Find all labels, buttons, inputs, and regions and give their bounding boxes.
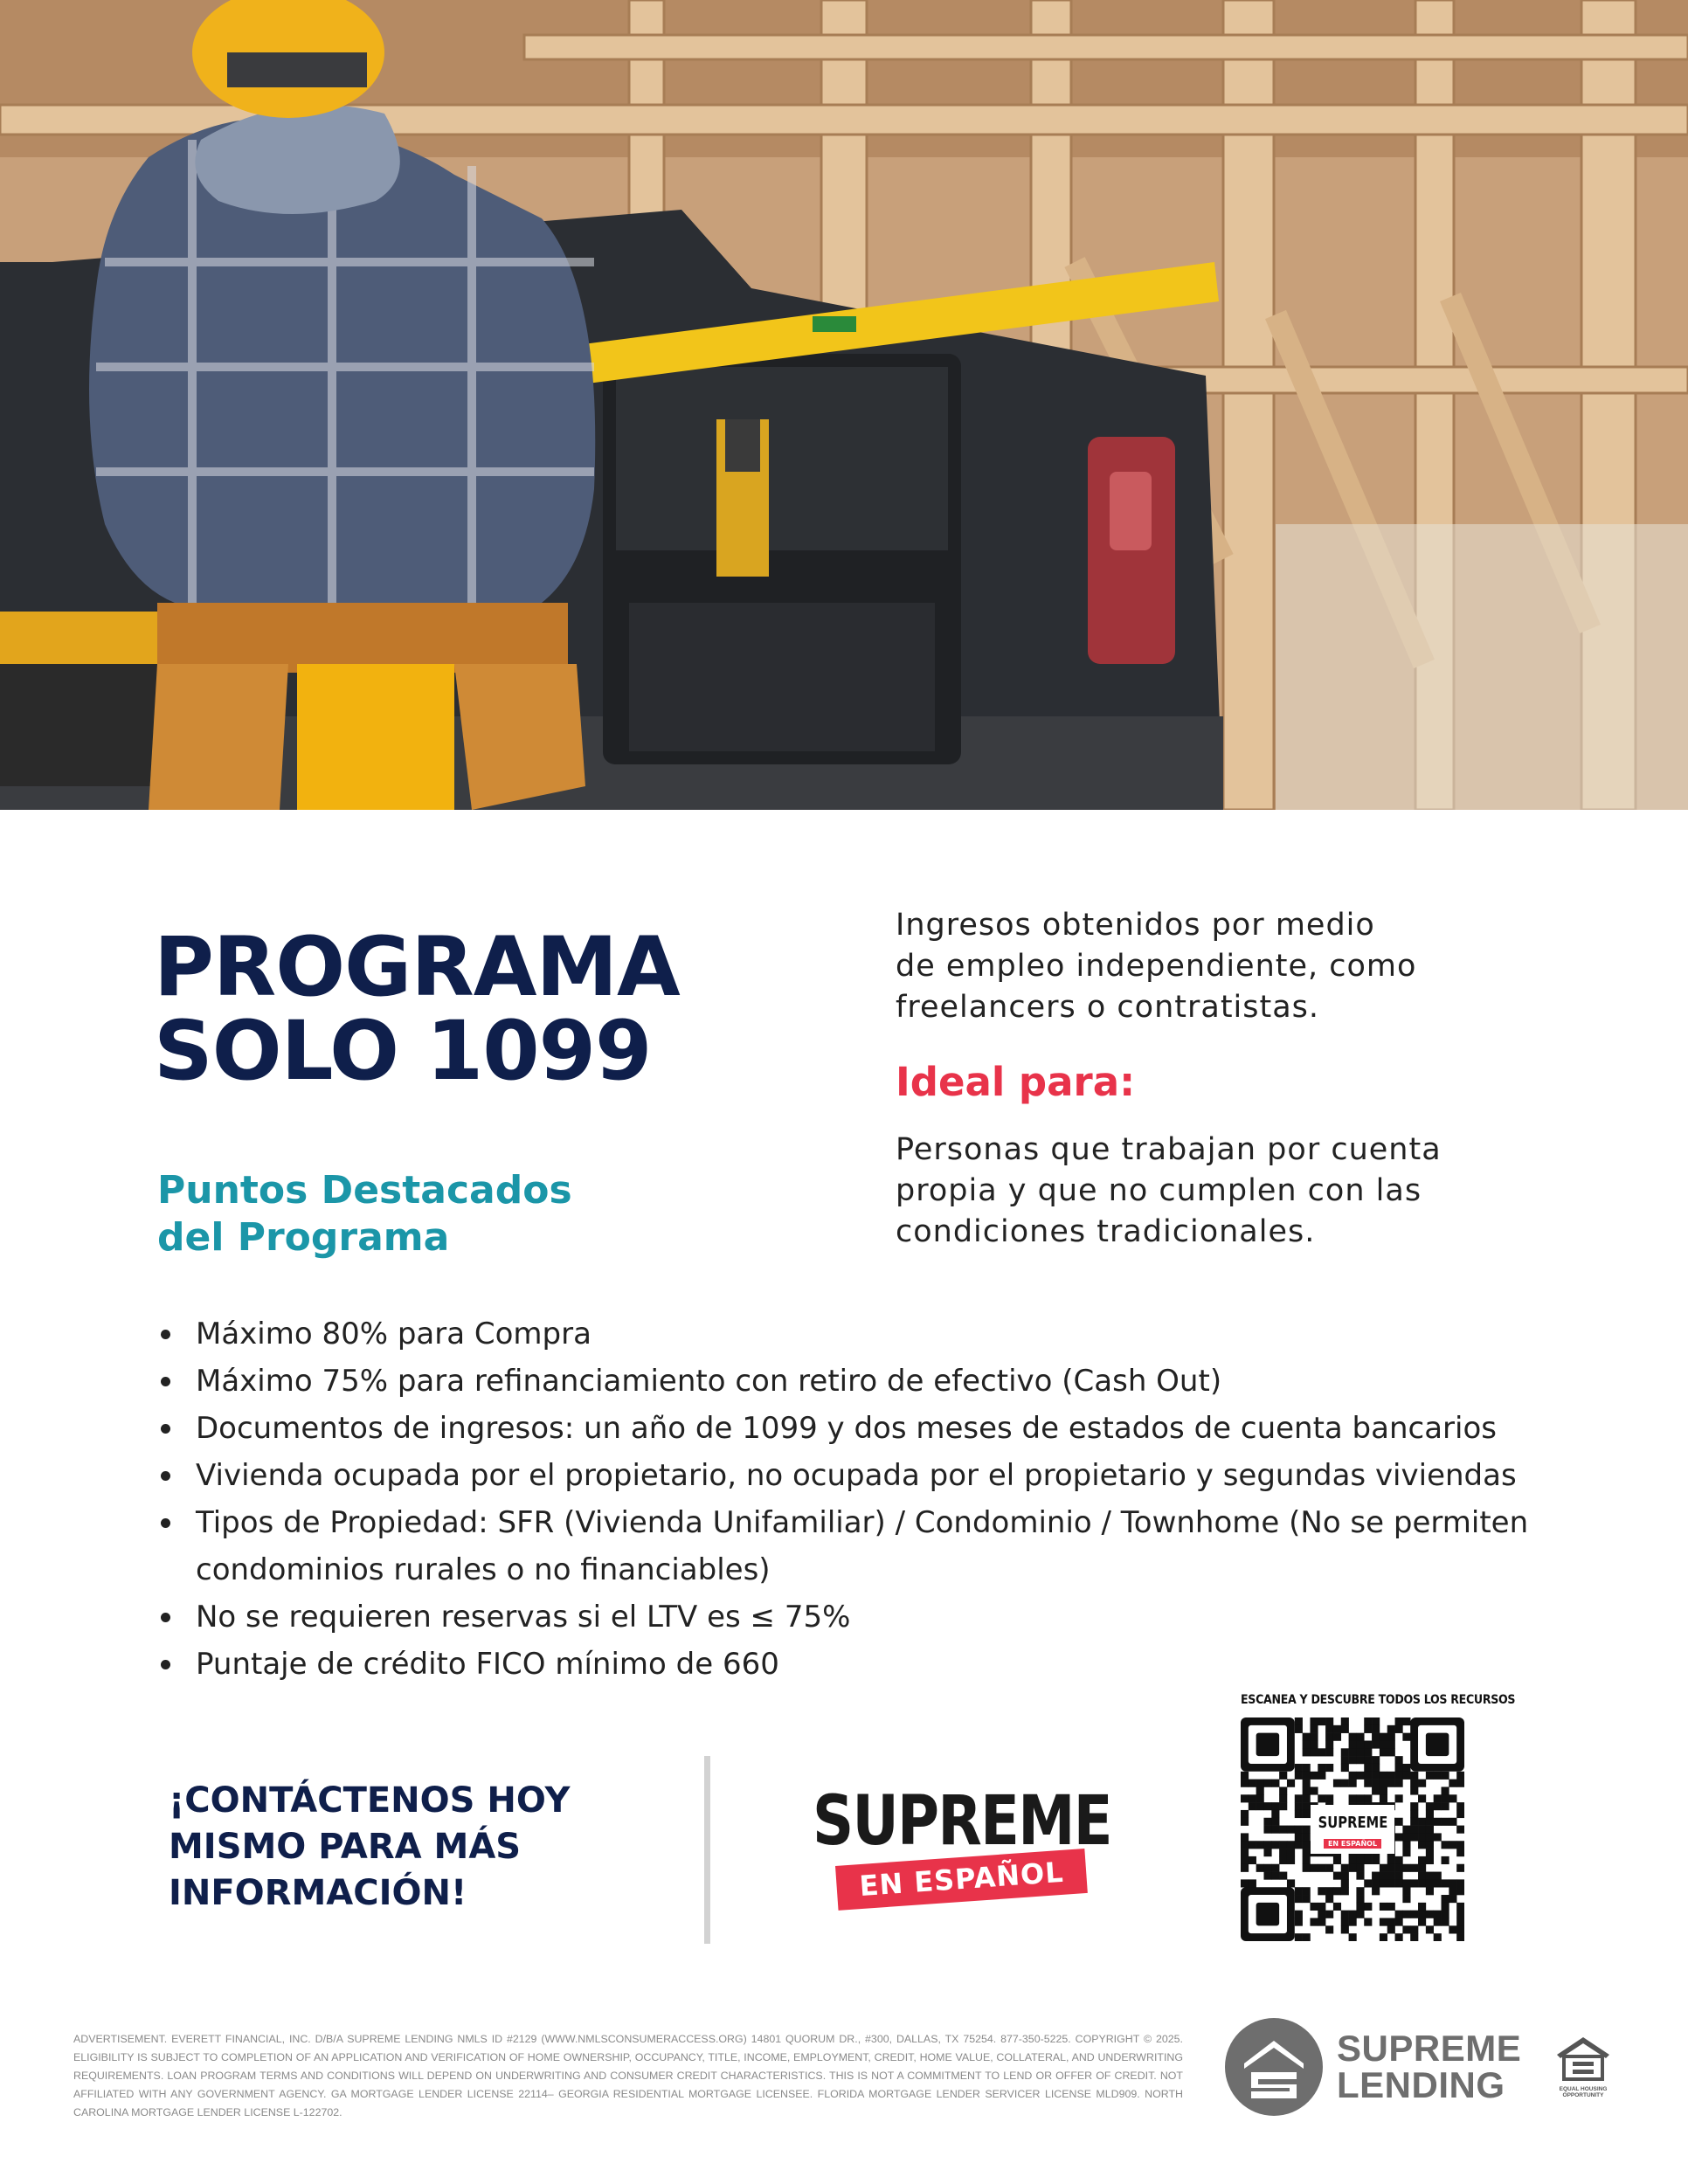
highlight-item: Vivienda ocupada por el propietario, no ocupada por el propietario y segundas viviendas <box>154 1452 1569 1499</box>
highlights-heading-line-2: del Programa <box>157 1215 450 1260</box>
page-title <box>154 920 765 1099</box>
intro-line-2: de empleo independiente, como <box>896 949 1417 984</box>
supreme-lending-logo <box>1225 2018 1522 2118</box>
equal-housing-label: EQUAL HOUSING OPPORTUNITY <box>1559 2086 1608 2098</box>
supreme-wordmark: SUPREME <box>813 1782 1111 1861</box>
legal-disclaimer: ADVERTISEMENT. EVERETT FINANCIAL, INC. D/B/A SUPREME LENDING NMLS ID #2129 (WWW.NMLSCONSUMERACCESS.ORG) 14801 QUORUM DR., #300, DALLAS, TX 75254. 877-350-5225. COPYRIGHT © 2025. ELIGIBILITY IS SUBJECT TO COMPLETION OF AN APPLICATION AND VERIFICATION OF HOME OWNERSHIP, OCCUPANCY, TITLE, INCOME, EMPLOYMENT, CREDIT, HOME VALUE, COLLATERAL, AND UNDERWRITING REQUIREMENTS. LOAN PROGRAM TERMS AND CONDITIONS WILL DEPEND ON UNDERWRITING AND CONSUMER CREDIT CHARACTERISTICS. THIS IS NOT A COMMITMENT TO LEND OR OFFER OF CREDIT. NOT AFFILIATED WITH ANY GOVERNMENT AGENCY. GA MORTGAGE LENDER LICENSE 22114– GEORGIA RESIDENTIAL MORTGAGE LICENSEE. FLORIDA MORTGAGE LENDER SERVICER LICENSE MLD909. NORTH CAROLINA MORTGAGE LENDER LICENSE L-122702. <box>73 2033 1183 2118</box>
supreme-en-espanol-logo <box>813 1782 1110 1935</box>
highlight-item: Tipos de Propiedad: SFR (Vivienda Unifamiliar) / Condominio / Townhome (No se permiten condominios rurales o no financiables) <box>154 1499 1569 1593</box>
logo-line-1: SUPREME <box>1337 2028 1522 2069</box>
contact-line-2: MISMO PARA MÁS <box>169 1827 522 1867</box>
ideal-line-3: condiciones tradicionales. <box>896 1214 1316 1249</box>
program-intro <box>896 905 1525 1028</box>
highlight-item: Documentos de ingresos: un año de 1099 y dos meses de estados de cuenta bancarios <box>154 1405 1569 1452</box>
highlight-item: Máximo 80% para Compra <box>154 1310 1569 1358</box>
equal-housing-logo <box>1552 2035 1615 2098</box>
contact-line-1: ¡CONTÁCTENOS HOY <box>169 1780 571 1821</box>
qr-code[interactable] <box>1241 1717 1464 1941</box>
highlight-item: No se requieren reservas si el LTV es ≤ 75% <box>154 1593 1569 1641</box>
qr-center-logo <box>1311 1805 1394 1854</box>
vertical-divider <box>704 1756 710 1944</box>
supreme-lending-name <box>1337 2030 1521 2104</box>
ideal-line-1: Personas que trabajan por cuenta <box>896 1132 1442 1167</box>
highlights-list <box>154 1310 1569 1688</box>
qr-center-sub: EN ESPAÑOL <box>1324 1839 1381 1849</box>
ideal-for-text <box>896 1130 1525 1253</box>
highlight-item: Puntaje de crédito FICO mínimo de 660 <box>154 1641 1569 1688</box>
contact-line-3: INFORMACIÓN! <box>169 1873 467 1913</box>
construction-worker-illustration <box>0 0 1688 810</box>
supreme-lending-house-icon <box>1225 2018 1323 2116</box>
page-title-line-2: SOLO 1099 <box>154 1004 652 1099</box>
en-espanol-tag: EN ESPAÑOL <box>835 1849 1088 1911</box>
intro-line-1: Ingresos obtenidos por medio <box>896 908 1375 943</box>
qr-block <box>1241 1693 1516 1848</box>
logo-line-2: LENDING <box>1337 2064 1505 2105</box>
highlights-heading-line-1: Puntos Destacados <box>157 1168 572 1213</box>
qr-caption: ESCANEA Y DESCUBRE TODOS LOS RECURSOS <box>1241 1693 1516 1707</box>
hero-photo <box>0 0 1688 810</box>
highlights-heading <box>157 1167 681 1261</box>
page-title-line-1: PROGRAMA <box>154 920 680 1015</box>
equal-housing-icon <box>1555 2035 1611 2081</box>
highlight-item: Máximo 75% para refinanciamiento con retiro de efectivo (Cash Out) <box>154 1358 1569 1405</box>
intro-line-3: freelancers o contratistas. <box>896 990 1320 1025</box>
contact-call-to-action <box>169 1778 623 1917</box>
ideal-line-2: propia y que no cumplen con las <box>896 1173 1422 1208</box>
qr-center-word: SUPREME <box>1318 1814 1388 1832</box>
ideal-for-heading: Ideal para: <box>896 1059 1136 1105</box>
